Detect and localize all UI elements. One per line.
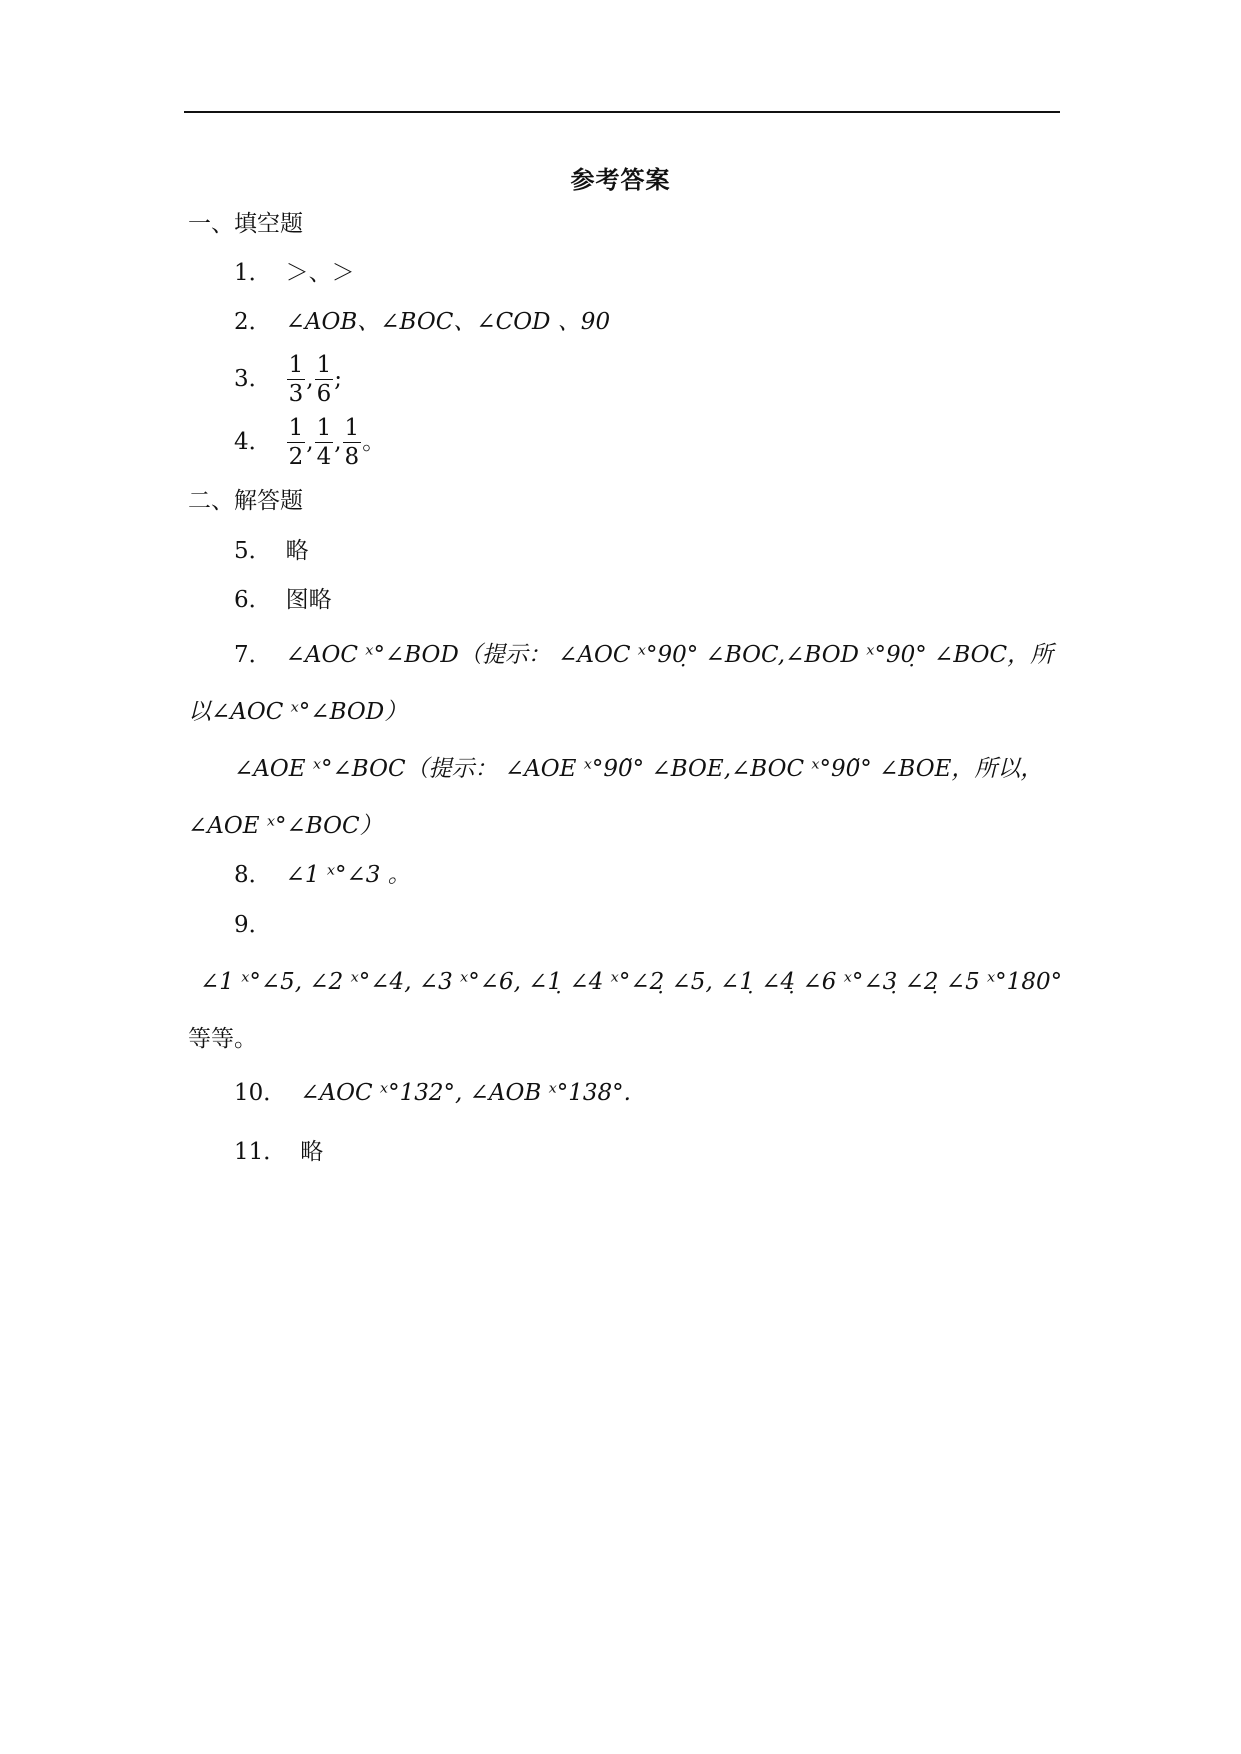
answer-number: 3． xyxy=(234,366,272,392)
answer-6 xyxy=(234,585,332,615)
numerator: 1 xyxy=(316,414,332,441)
answer-10 xyxy=(234,1078,631,1108)
answer-text: ∠1 ˣ°∠3 。 xyxy=(285,862,411,888)
answer-number: 10． xyxy=(234,1080,287,1106)
answer-text: 图略 xyxy=(285,587,332,613)
answer-text: 略 xyxy=(285,538,309,564)
terminator: 。 xyxy=(362,429,386,455)
answer-11 xyxy=(234,1137,323,1167)
answer-5 xyxy=(234,536,309,566)
answer-number: 5． xyxy=(234,538,272,564)
answer-number: 1． xyxy=(234,260,272,286)
separator: , xyxy=(334,429,342,455)
answer-9-ending xyxy=(188,1024,257,1054)
answer-number: 8． xyxy=(234,862,272,888)
numerator: 1 xyxy=(288,351,304,378)
answer-7-part-2-continuation xyxy=(188,811,383,841)
answer-8 xyxy=(234,860,411,890)
answer-text: ∠AOE ˣ°∠BOC（提示： ∠AOE ˣ°90̃° ∠BOE,∠BOC ˣ°90̃° ∠BOE，所以， xyxy=(234,756,1044,782)
answer-number: 6． xyxy=(234,587,272,613)
denominator: 6 xyxy=(316,380,332,407)
section-heading-answers: 二、解答题 xyxy=(188,488,303,514)
separator: , xyxy=(306,429,314,455)
answer-7-part-2 xyxy=(234,754,1043,784)
answer-7-continuation xyxy=(188,697,407,727)
page-title: 参考答案 xyxy=(570,165,671,194)
terminator: ; xyxy=(334,366,342,392)
answer-3 xyxy=(234,350,342,408)
answer-number: 4． xyxy=(234,429,272,455)
denominator: 3 xyxy=(288,380,304,407)
denominator: 4 xyxy=(316,443,332,470)
fraction xyxy=(315,351,334,408)
numerator: 1 xyxy=(316,351,332,378)
answer-2 xyxy=(234,307,610,337)
answer-text: ∠1 ˣ°∠5, ∠2 ˣ°∠4, ∠3 ˣ°∠6, ∠1̣ ∠4 ˣ°∠2̣ ∠5, ∠1̣ ∠4̣ ∠6 ˣ°∠3̣ ∠2̣ ∠5 ˣ°180° xyxy=(200,969,1063,995)
answer-number: 2． xyxy=(234,309,272,335)
answer-number: 9． xyxy=(234,912,272,938)
section-heading-fill-in: 一、填空题 xyxy=(188,211,303,237)
denominator: 8 xyxy=(344,443,360,470)
answer-number: 7． xyxy=(234,642,272,668)
fraction xyxy=(287,414,306,471)
answer-text: ∠AOE ˣ°∠BOC） xyxy=(188,813,383,839)
answer-number: 11． xyxy=(234,1139,287,1165)
answer-7 xyxy=(234,640,1053,670)
fraction xyxy=(287,351,306,408)
numerator: 1 xyxy=(288,414,304,441)
answer-text: 以∠AOC ˣ°∠BOD） xyxy=(188,699,408,725)
answer-text: ∠AOB、∠BOC、∠COD 、90 xyxy=(285,309,611,335)
answer-9-continuation xyxy=(200,967,1062,997)
fraction xyxy=(315,414,334,471)
answer-text: ∠AOC ˣ°132°, ∠AOB ˣ°138°. xyxy=(300,1080,631,1106)
answer-4 xyxy=(234,413,385,471)
fraction xyxy=(343,414,362,471)
answer-text: 等等。 xyxy=(188,1026,257,1052)
answer-text: 略 xyxy=(300,1139,324,1165)
header-rule xyxy=(184,111,1060,113)
separator: , xyxy=(306,366,314,392)
answer-1 xyxy=(234,258,355,288)
answer-text: ＞、＞ xyxy=(285,260,355,286)
answer-text: ∠AOC ˣ°∠BOD（提示： ∠AOC ˣ°90̣° ∠BOC,∠BOD ˣ°90̣° ∠BOC，所 xyxy=(285,642,1054,668)
answer-9 xyxy=(234,910,286,940)
numerator: 1 xyxy=(344,414,360,441)
denominator: 2 xyxy=(288,443,304,470)
